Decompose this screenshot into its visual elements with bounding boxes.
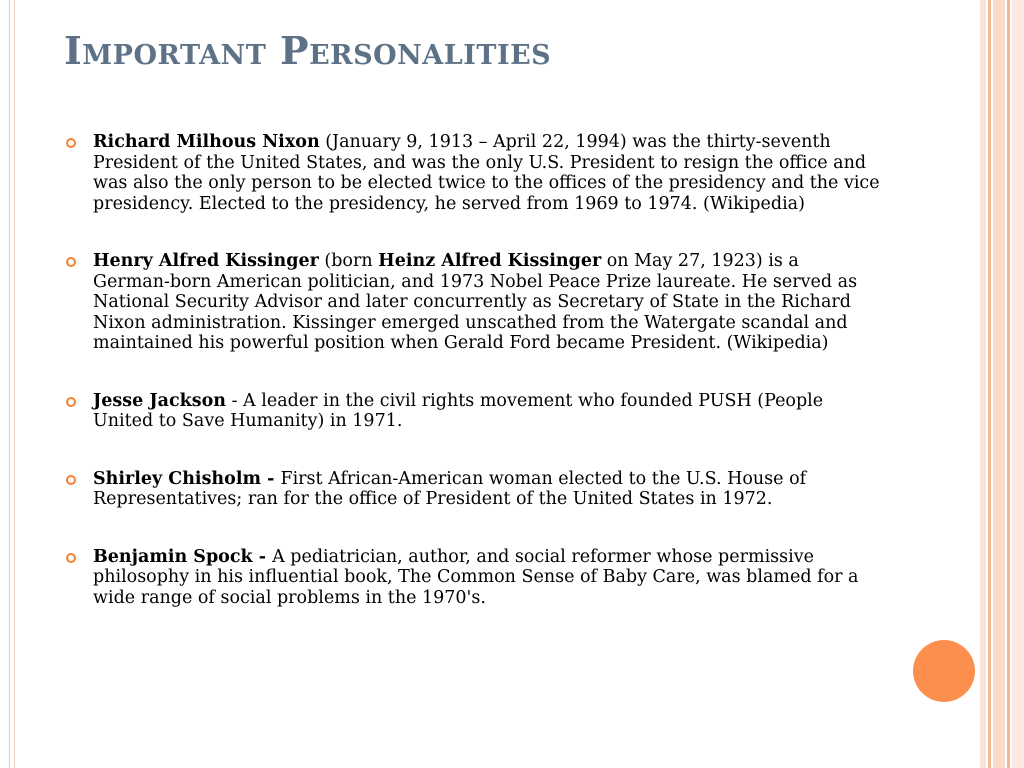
bullet-icon [66, 553, 76, 563]
person-name: Benjamin Spock - [93, 546, 273, 567]
stripe [1007, 0, 1010, 768]
bullet-icon [66, 257, 76, 267]
bullet-list [66, 132, 881, 608]
person-description: (born [318, 251, 379, 271]
bullet-icon [66, 475, 76, 485]
person-description: on May 27, 1923) is a German-born American politician, and 1973 Nobel Peace Prize laureate. He served as National Security Advisor and later concurrently as Secretary of State in the Richard Nixon administration. Kissinger emerged unscathed from the Watergate scandal and maintained his powerful position when Gerald Ford became President. (Wikipedia) [93, 251, 858, 353]
bullet-icon [66, 138, 76, 148]
person-description: (January 9, 1913 – April 22, 1994) was the thirty-seventh President of the United States, and was the only U.S. President to resign the office and was also the only person to be elected twice to the offices of the presidency and the vice presidency. Elected to the presidency, he served from 1969 to 1974. (Wikipedia) [93, 132, 880, 214]
left-border-line [14, 0, 15, 768]
person-name: Henry Alfred Kissinger [93, 251, 319, 271]
stripe [993, 0, 1005, 768]
stripe [1012, 0, 1024, 768]
person-description: First African-American woman elected to the U.S. House of Representatives; ran for the office of President of the United States in 1972. [93, 468, 807, 509]
person-name: Richard Milhous Nixon [93, 132, 320, 152]
person-description: A pediatrician, author, and social reformer whose permissive philosophy in his influential book, The Common Sense of Baby Care, was blamed for a wide range of social problems in the 1970's. [93, 546, 859, 608]
list-item-nixon [66, 132, 881, 214]
list-item-spock [66, 547, 881, 609]
birth-name: Heinz Alfred Kissinger [378, 251, 602, 271]
stripe [980, 0, 986, 768]
slide-title: Important Personalities [64, 28, 552, 73]
right-decorative-stripes [980, 0, 1024, 768]
left-border-line [9, 0, 10, 768]
person-name: Jesse Jackson [93, 390, 226, 411]
person-name: Shirley Chisholm - [93, 468, 281, 489]
decorative-orange-circle [913, 640, 975, 702]
list-item-jackson [66, 391, 881, 432]
list-item-kissinger [66, 251, 881, 354]
stripe [988, 0, 991, 768]
list-item-chisholm [66, 469, 881, 510]
bullet-icon [66, 397, 76, 407]
person-description: - A leader in the civil rights movement who founded PUSH (People United to Save Humanity) in 1971. [93, 390, 824, 431]
